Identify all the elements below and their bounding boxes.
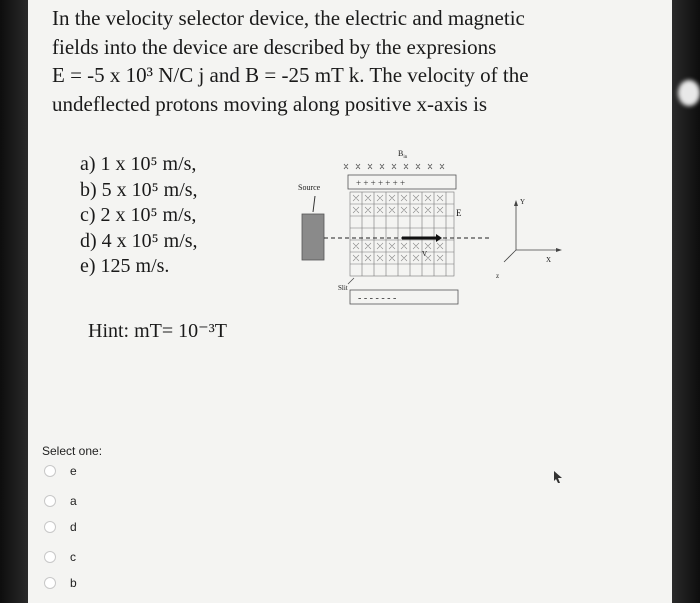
option-e: e) 125 m/s. <box>80 255 170 277</box>
hint-text: Hint: mT= 10⁻³T <box>88 320 227 342</box>
option-c: c) 2 x 10⁵ m/s, <box>80 204 197 226</box>
photo-border-left <box>0 0 28 603</box>
question-line-3: E = -5 x 10³ N/C j and B = -25 mT k. The velocity of the <box>52 63 529 87</box>
field-grid <box>350 192 454 276</box>
y-axis-label: Y <box>520 198 526 206</box>
question-line-4: undeflected protons moving along positive x-axis is <box>52 91 488 116</box>
choice-label: c <box>70 550 76 564</box>
choice-label: e <box>70 464 77 478</box>
z-axis-label: z <box>496 272 500 280</box>
question-line-1: In the velocity selector device, the electric and magnetic <box>52 6 525 30</box>
question-text <box>52 4 652 118</box>
slit-label: Slit <box>338 284 348 292</box>
velocity-label: V <box>422 250 428 258</box>
slit-pointer <box>348 278 354 284</box>
b-field-label: $B_{in}$ <box>398 149 408 160</box>
e-field-label: E <box>456 208 462 218</box>
choice-label: a <box>70 494 77 508</box>
mouse-cursor-icon <box>552 470 564 484</box>
choice-a[interactable] <box>44 494 77 508</box>
option-list <box>80 152 198 280</box>
radio-icon[interactable] <box>44 465 56 477</box>
choice-c[interactable] <box>44 550 76 564</box>
radio-icon[interactable] <box>44 577 56 589</box>
radio-icon[interactable] <box>44 495 56 507</box>
option-b: b) 5 x 10⁵ m/s, <box>80 178 198 201</box>
y-axis-arrowhead <box>514 200 518 206</box>
radio-icon[interactable] <box>44 521 56 533</box>
option-d: d) 4 x 10⁵ m/s, <box>80 229 198 252</box>
radio-icon[interactable] <box>44 551 56 563</box>
x-axis-arrowhead <box>556 248 562 252</box>
source-label: Source <box>298 183 321 192</box>
x-axis-label: X <box>546 256 552 264</box>
choice-d[interactable] <box>44 520 77 534</box>
minus-signs: - - - - - - - <box>358 293 397 304</box>
velocity-arrowhead <box>436 234 442 242</box>
source-pointer <box>313 196 315 212</box>
particle-source <box>302 214 324 260</box>
z-axis-line <box>504 250 516 262</box>
b-field-cross-marks <box>344 164 444 169</box>
option-a: a) 1 x 10⁵ m/s, <box>80 153 197 175</box>
choice-label: d <box>70 520 77 534</box>
coordinate-axes <box>492 192 572 292</box>
choice-e[interactable] <box>44 464 77 478</box>
choice-b[interactable] <box>44 576 77 590</box>
question-line-2: fields into the device are described by the expresions <box>52 34 497 59</box>
select-one-label: Select one: <box>42 444 103 458</box>
choice-label: b <box>70 576 77 590</box>
velocity-selector-diagram <box>290 142 495 307</box>
light-glare <box>678 80 700 106</box>
plus-signs: + + + + + + + <box>356 178 406 188</box>
